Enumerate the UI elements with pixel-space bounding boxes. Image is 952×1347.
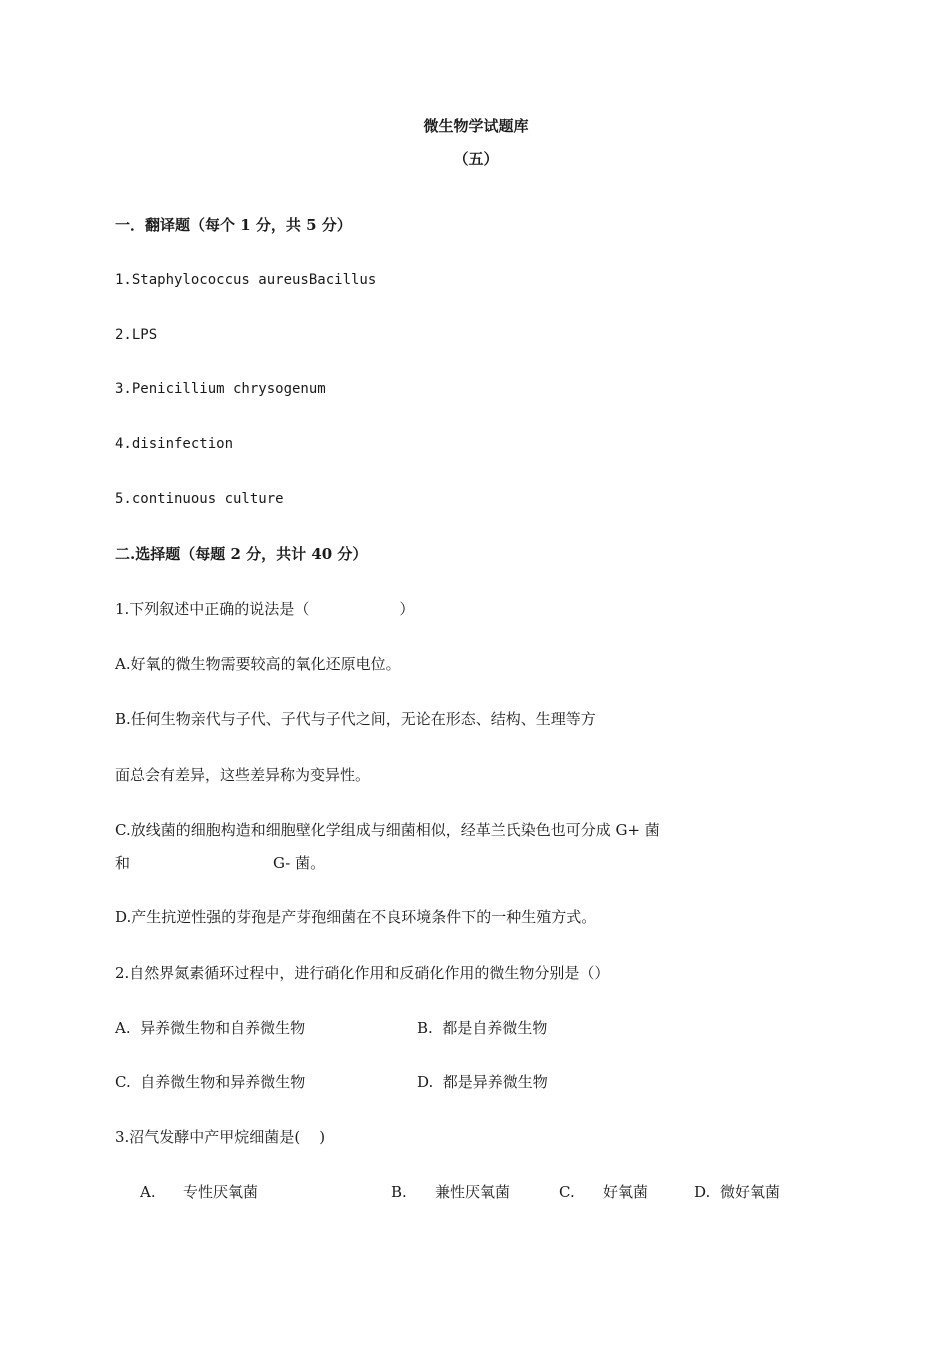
- question-2-option-b: B. 都是自养微生物: [417, 1019, 548, 1037]
- question-3-option-d-text: 微好氧菌: [720, 1183, 781, 1201]
- question-3-option-b-text: 兼性厌氧菌: [435, 1183, 511, 1201]
- question-1-option-c-line2-right: G- 菌。: [273, 854, 326, 872]
- question-3-option-a-letter: A.: [140, 1183, 156, 1201]
- question-1-option-c-line2-left: 和: [115, 854, 131, 872]
- question-1-option-b-line1: B.任何生物亲代与子代、子代与子代之间，无论在形态、结构、生理等方: [115, 710, 596, 728]
- document-title: 微生物学试题库: [423, 117, 529, 135]
- question-3-option-c-text: 好氧菌: [603, 1183, 649, 1201]
- question-3-stem: 3.沼气发酵中产甲烷细菌是( ): [115, 1128, 326, 1146]
- question-2-option-d: D. 都是异养微生物: [417, 1073, 548, 1091]
- question-1-stem: 1.下列叙述中正确的说法是（ ）: [115, 600, 415, 618]
- question-3-option-a-text: 专性厌氧菌: [183, 1183, 259, 1201]
- question-2-option-c: C. 自养微生物和异养微生物: [115, 1073, 306, 1091]
- question-1-option-c-line1: C.放线菌的细胞构造和细胞壁化学组成与细菌相似，经革兰氏染色也可分成 G+ 菌: [115, 821, 660, 839]
- translation-item-5: 5.continuous culture: [115, 491, 284, 507]
- question-3-option-d-letter: D.: [694, 1183, 711, 1201]
- question-1-option-d: D.产生抗逆性强的芽孢是产芽孢细菌在不良环境条件下的一种生殖方式。: [115, 908, 597, 926]
- question-1-option-a: A.好氧的微生物需要较高的氧化还原电位。: [115, 655, 401, 673]
- question-3-option-b-letter: B.: [391, 1183, 407, 1201]
- question-1-option-b-line2: 面总会有差异，这些差异称为变异性。: [115, 766, 371, 784]
- question-2-option-a: A. 异养微生物和自养微生物: [115, 1019, 306, 1037]
- question-3-option-c-letter: C.: [559, 1183, 575, 1201]
- translation-item-1: 1.Staphylococcus aureusBacillus: [115, 272, 377, 288]
- translation-item-2: 2.LPS: [115, 327, 158, 343]
- document-subtitle: （五）: [453, 150, 499, 168]
- section-1-heading: 一．翻译题（每个 1 分，共 5 分）: [115, 216, 352, 234]
- section-2-heading: 二.选择题（每题 2 分，共计 40 分）: [115, 545, 368, 563]
- translation-item-4: 4.disinfection: [115, 436, 234, 452]
- translation-item-3: 3.Penicillium chrysogenum: [115, 381, 326, 397]
- question-2-stem: 2.自然界氮素循环过程中，进行硝化作用和反硝化作用的微生物分别是（）: [115, 964, 610, 982]
